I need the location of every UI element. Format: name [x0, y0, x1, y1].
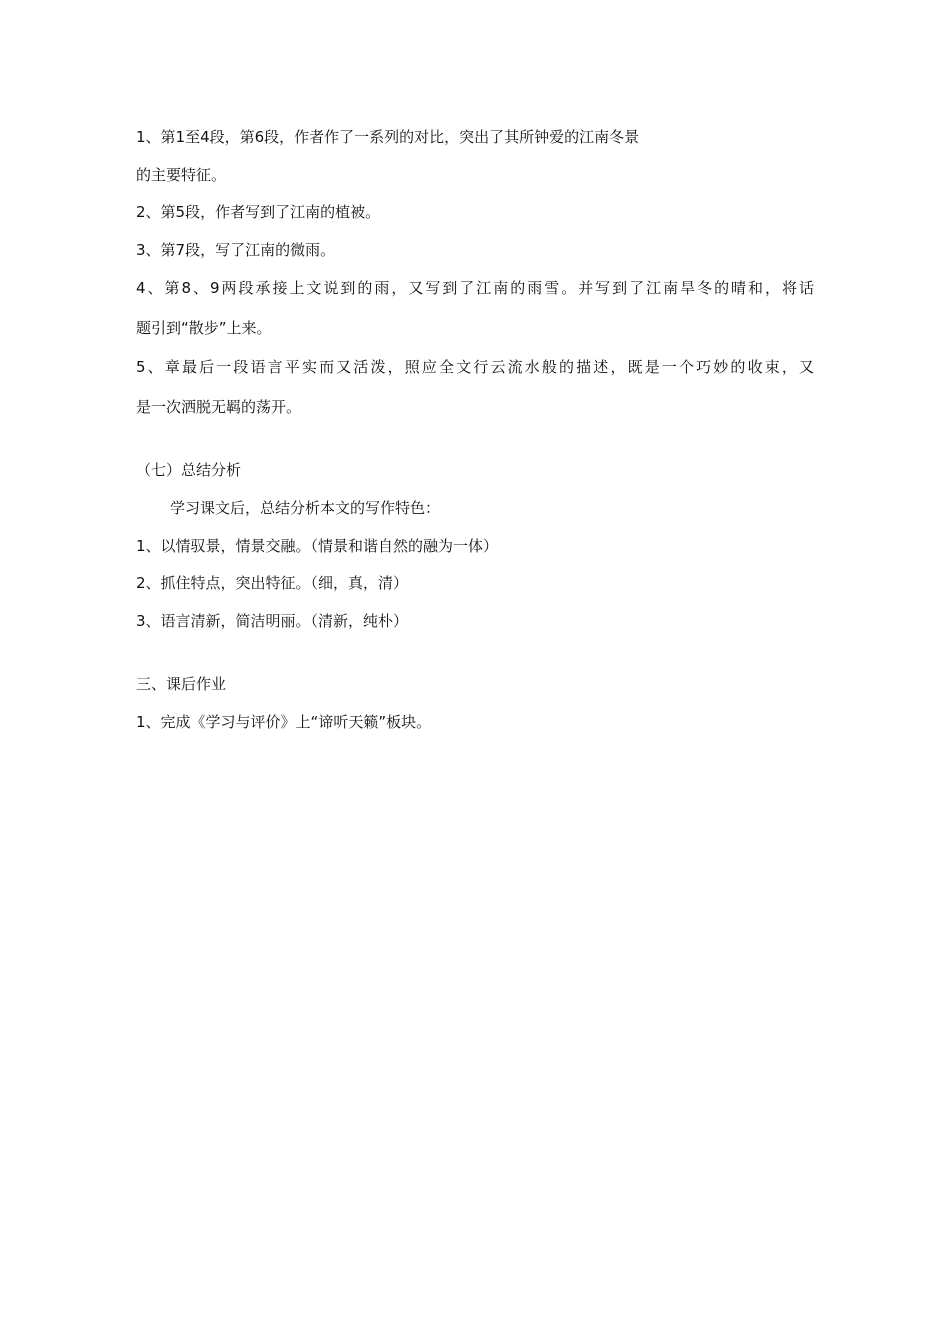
paragraph-4-continued: 题引到“散步”上来。 — [136, 319, 272, 337]
section-7-heading: （七）总结分析 — [136, 461, 242, 479]
section-7-intro: 学习课文后，总结分析本文的写作特色： — [170, 499, 441, 517]
summary-item-1: 1、以情驭景，情景交融。（情景和谐自然的融为一体） — [136, 537, 499, 555]
paragraph-3: 3、第7段，写了江南的微雨。 — [136, 241, 336, 259]
summary-item-2: 2、抓住特点，突出特征。（细，真，清） — [136, 574, 409, 592]
paragraph-2: 2、第5段，作者写到了江南的植被。 — [136, 203, 381, 221]
paragraph-5-continued: 是一次洒脱无羁的荡开。 — [136, 398, 302, 416]
paragraph-1: 1、第1至4段，第6段，作者作了一系列的对比，突出了其所钟爱的江南冬景 — [136, 128, 640, 146]
paragraph-5: 5、章最后一段语言平实而又活泼，照应全文行云流水般的描述，既是一个巧妙的收束，又 — [136, 358, 814, 376]
summary-item-3: 3、语言清新，简洁明丽。（清新，纯朴） — [136, 612, 409, 630]
homework-item-1: 1、完成《学习与评价》上“谛听天籁”板块。 — [136, 713, 432, 731]
homework-heading: 三、课后作业 — [136, 675, 227, 693]
paragraph-1-continued: 的主要特征。 — [136, 166, 227, 184]
paragraph-4: 4、第8、9两段承接上文说到的雨，又写到了江南的雨雪。并写到了江南旱冬的晴和，将话 — [136, 279, 814, 297]
